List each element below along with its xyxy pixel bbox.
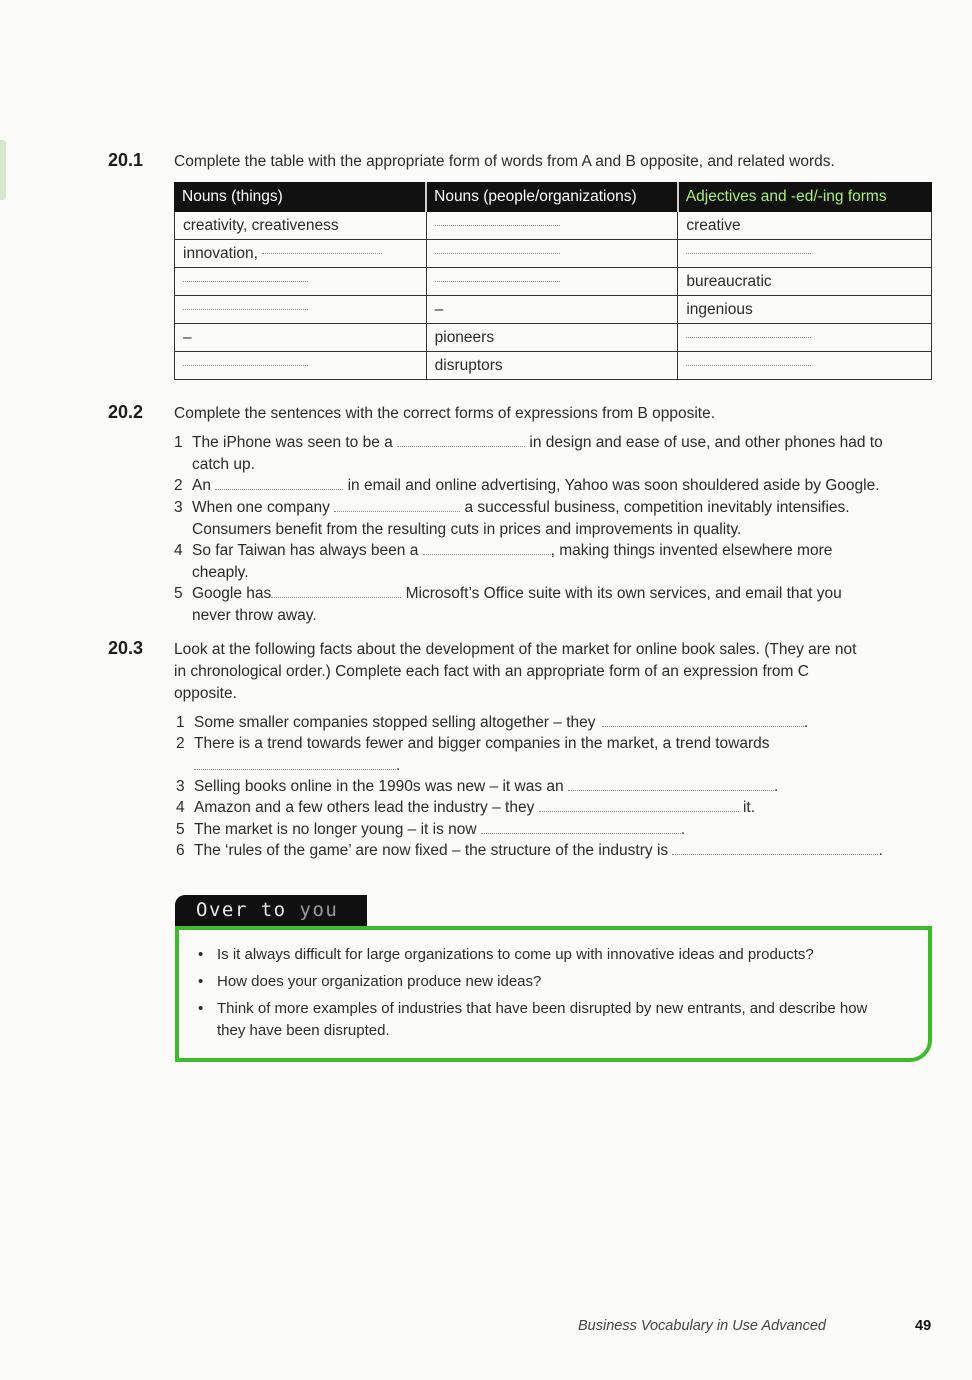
- table-cell: ingenious: [678, 296, 932, 324]
- fact-text: Amazon and a few others lead the industry – they: [194, 799, 535, 816]
- fact-end: .: [803, 714, 809, 731]
- over-to-you-title-text: Over to: [196, 899, 287, 921]
- fact-2: [176, 733, 934, 776]
- answer-line[interactable]: [435, 253, 560, 254]
- sentence-number: 4: [174, 542, 183, 559]
- sentence-text: catch up.: [192, 455, 255, 473]
- blank-cell[interactable]: [678, 324, 932, 352]
- answer-gap[interactable]: [423, 541, 551, 555]
- sentence-2: [174, 475, 932, 497]
- instruction-line: opposite.: [174, 685, 237, 702]
- fact-end: .: [878, 842, 883, 859]
- fact-text: The ‘rules of the game’ are now fixed – the structure of the industry is: [194, 842, 669, 859]
- sentence-text: never throw away.: [192, 606, 317, 624]
- table-row: [175, 212, 932, 240]
- fact-number: 6: [176, 842, 185, 859]
- discussion-question-1: [198, 944, 917, 966]
- answer-gap[interactable]: [271, 584, 401, 598]
- fact-text: Selling books online in the 1990s was new – it was an: [194, 778, 564, 795]
- answer-gap[interactable]: [194, 756, 396, 770]
- header-nouns-people: Nouns (people/organizations): [426, 183, 678, 212]
- table-cell: pioneers: [426, 324, 678, 352]
- answer-line[interactable]: [686, 365, 811, 366]
- table-row: [175, 268, 932, 296]
- sentence-number: 2: [174, 477, 183, 494]
- sentence-text: When one company: [192, 499, 330, 516]
- table-cell: disruptors: [426, 352, 678, 380]
- sentence-number: 5: [174, 585, 183, 602]
- instruction-line: in chronological order.) Complete each fact with an appropriate form of an expression from C: [174, 663, 809, 680]
- table-row: [175, 324, 932, 352]
- question-text: Think of more examples of industries that have been disrupted by new entrants, and describe how: [217, 1000, 868, 1017]
- sentence-number: 3: [174, 499, 183, 516]
- question-text: How does your organization produce new ideas?: [217, 973, 542, 990]
- fact-number: 2: [176, 735, 185, 752]
- over-to-you-title: [196, 899, 338, 921]
- blank-cell[interactable]: [426, 212, 678, 240]
- fact-number: 5: [176, 821, 185, 838]
- instruction-line: Look at the following facts about the development of the market for online book sales. (They are not: [174, 641, 857, 658]
- fact-text: The market is no longer young – it is now: [194, 821, 477, 838]
- fact-text: Some smaller companies stopped selling altogether – they: [194, 714, 596, 731]
- header-nouns-things: Nouns (things): [175, 183, 427, 212]
- answer-gap[interactable]: [334, 498, 460, 512]
- fact-end: it.: [742, 799, 756, 816]
- blank-cell[interactable]: [175, 268, 427, 296]
- answer-gap[interactable]: [481, 820, 681, 834]
- sentence-text: cheaply.: [192, 563, 249, 581]
- discussion-question-2: [198, 971, 917, 993]
- answer-gap[interactable]: [672, 841, 878, 855]
- blank-cell[interactable]: [175, 296, 427, 324]
- fact-end: .: [680, 821, 686, 838]
- sentence-text: in design and ease of use, and other phones had to: [529, 434, 883, 451]
- page-number: 49: [915, 1318, 932, 1334]
- bullet-icon: •: [198, 973, 204, 990]
- exercise-20-3-instruction: [174, 639, 934, 705]
- sentence-5: [174, 583, 932, 626]
- blank-cell[interactable]: [426, 268, 678, 296]
- fact-3: [176, 776, 934, 798]
- fact-6: [176, 840, 934, 862]
- answer-line[interactable]: [262, 253, 382, 254]
- table-cell: bureaucratic: [678, 268, 932, 296]
- answer-line[interactable]: [686, 253, 811, 254]
- answer-gap[interactable]: [215, 476, 343, 490]
- fact-number: 4: [176, 799, 185, 816]
- vocabulary-table: [174, 182, 932, 380]
- header-adjectives: Adjectives and -ed/-ing forms: [678, 183, 932, 212]
- sentence-1: [174, 432, 932, 475]
- sentence-text: Consumers benefit from the resulting cuts in prices and improvements in quality.: [192, 520, 742, 538]
- answer-line[interactable]: [686, 337, 811, 338]
- sentence-text: An: [192, 477, 211, 494]
- answer-gap[interactable]: [539, 798, 739, 812]
- page-edge-mark: [0, 140, 6, 200]
- bullet-icon: •: [198, 1000, 204, 1017]
- exercise-number-20-1: 20.1: [108, 150, 144, 170]
- over-to-you-title-you: you: [299, 899, 339, 921]
- fact-number: 1: [176, 714, 185, 731]
- table-cell: creative: [678, 212, 932, 240]
- answer-gap[interactable]: [397, 433, 525, 447]
- sentence-text: So far Taiwan has always been a: [192, 542, 419, 559]
- answer-line[interactable]: [183, 309, 308, 310]
- table-cell: –: [426, 296, 678, 324]
- table-cell: –: [175, 324, 427, 352]
- fact-5: [176, 819, 934, 841]
- table-row: [175, 240, 932, 268]
- answer-line[interactable]: [183, 281, 308, 282]
- sentence-4: [174, 540, 932, 583]
- blank-cell[interactable]: [426, 240, 678, 268]
- answer-gap[interactable]: [568, 777, 774, 791]
- table-cell: creativity, creativeness: [175, 212, 427, 240]
- exercise-number-20-3: 20.3: [108, 638, 144, 658]
- answer-gap[interactable]: [602, 713, 804, 727]
- answer-line[interactable]: [435, 225, 560, 226]
- fact-end: .: [396, 756, 401, 774]
- sentence-text: The iPhone was seen to be a: [192, 434, 393, 451]
- exercise-20-2-instruction: Complete the sentences with the correct forms of expressions from B opposite.: [174, 405, 716, 422]
- blank-cell[interactable]: [678, 352, 932, 380]
- sentence-text: in email and online advertising, Yahoo was soon shouldered aside by Google.: [347, 477, 880, 494]
- book-title-footer: Business Vocabulary in Use Advanced: [578, 1318, 826, 1334]
- sentence-text: a successful business, competition inevitably intensifies.: [464, 499, 850, 516]
- table-row: [175, 352, 932, 380]
- fact-1: [176, 712, 934, 734]
- sentence-text: Google has: [192, 585, 272, 602]
- blank-cell[interactable]: [175, 352, 427, 380]
- fact-4: [176, 797, 934, 819]
- bullet-icon: •: [198, 946, 204, 963]
- table-header-row: [175, 183, 932, 212]
- question-text: Is it always difficult for large organizations to come up with innovative ideas and products?: [217, 946, 814, 963]
- sentence-text: , making things invented elsewhere more: [550, 542, 833, 559]
- question-text: they have been disrupted.: [217, 1022, 390, 1039]
- fact-end: .: [773, 778, 779, 795]
- blank-cell[interactable]: [678, 240, 932, 268]
- sentence-number: 1: [174, 434, 183, 451]
- answer-line[interactable]: [435, 281, 560, 282]
- exercise-20-1-instruction: Complete the table with the appropriate form of words from A and B opposite, and related words.: [174, 153, 835, 170]
- fact-text: There is a trend towards fewer and bigger companies in the market, a trend towards: [194, 735, 770, 752]
- exercise-number-20-2: 20.2: [108, 402, 144, 422]
- table-row: [175, 296, 932, 324]
- fact-number: 3: [176, 778, 185, 795]
- sentence-3: [174, 497, 932, 540]
- table-cell-text: innovation,: [183, 244, 258, 262]
- sentence-text: Microsoft’s Office suite with its own services, and email that you: [405, 585, 842, 602]
- table-cell-with-blank[interactable]: [175, 240, 427, 268]
- answer-line[interactable]: [183, 365, 308, 366]
- discussion-question-3: [198, 998, 917, 1042]
